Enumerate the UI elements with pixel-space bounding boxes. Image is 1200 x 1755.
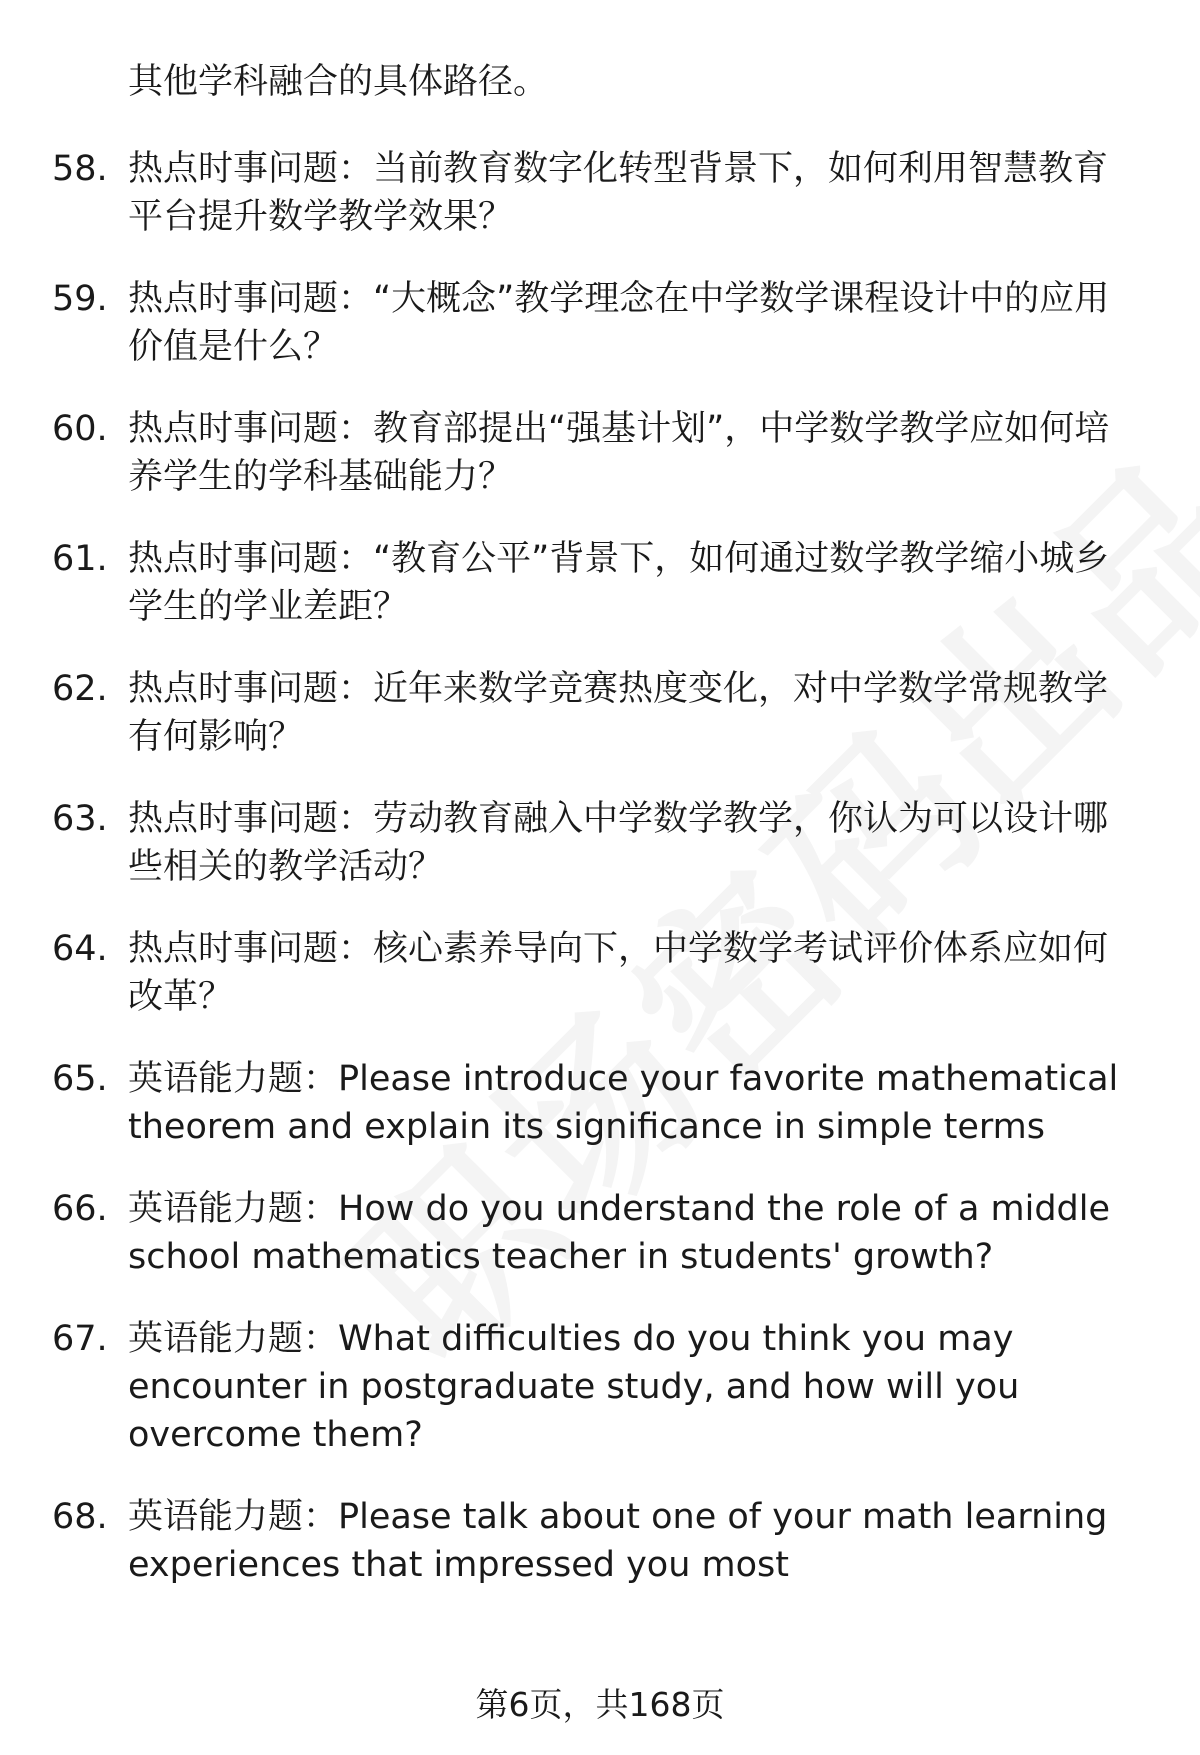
question-text: 热点时事问题：劳动教育融入中学数学教学，你认为可以设计哪些相关的教学活动？ bbox=[128, 799, 1109, 887]
question-item bbox=[0, 1185, 1200, 1281]
question-number: 64. bbox=[52, 929, 108, 969]
continuation-text: 其他学科融合的具体路径。 bbox=[128, 62, 549, 102]
question-number: 63. bbox=[52, 799, 108, 839]
question-item bbox=[0, 145, 1200, 241]
question-text: 热点时事问题：“大概念”教学理念在中学数学课程设计中的应用价值是什么？ bbox=[128, 279, 1110, 367]
question-number: 66. bbox=[52, 1189, 108, 1229]
question-text: 英语能力题：What difficulties do you think you may encounter in postgraduate study, and how will you overcome them? bbox=[128, 1319, 1020, 1455]
question-number: 59. bbox=[52, 279, 108, 319]
question-text: 热点时事问题：当前教育数字化转型背景下，如何利用智慧教育平台提升数学教学效果？ bbox=[128, 149, 1109, 237]
question-text: 英语能力题：Please talk about one of your math learning experiences that impressed you most bbox=[128, 1497, 1108, 1585]
question-item bbox=[0, 535, 1200, 631]
question-text: 热点时事问题：核心素养导向下，中学数学考试评价体系应如何改革？ bbox=[128, 929, 1109, 1017]
question-item bbox=[0, 275, 1200, 371]
question-number: 67. bbox=[52, 1319, 108, 1359]
question-list bbox=[0, 145, 1200, 1623]
question-text: 热点时事问题：“教育公平”背景下，如何通过数学教学缩小城乡学生的学业差距？ bbox=[128, 539, 1110, 627]
question-number: 65. bbox=[52, 1059, 108, 1099]
question-item bbox=[0, 925, 1200, 1021]
question-item bbox=[0, 795, 1200, 891]
question-text: 英语能力题：Please introduce your favorite mathematical theorem and explain its significance in simple terms bbox=[128, 1059, 1119, 1147]
question-number: 60. bbox=[52, 409, 108, 449]
page-footer: 第6页，共168页 bbox=[475, 1685, 725, 1724]
question-item bbox=[0, 1493, 1200, 1589]
question-number: 68. bbox=[52, 1497, 108, 1537]
question-item bbox=[0, 405, 1200, 501]
question-item bbox=[0, 1315, 1200, 1459]
question-number: 62. bbox=[52, 669, 108, 709]
question-text: 热点时事问题：近年来数学竞赛热度变化，对中学数学常规教学有何影响？ bbox=[128, 669, 1109, 757]
question-number: 58. bbox=[52, 149, 108, 189]
question-text: 英语能力题：How do you understand the role of a middle school mathematics teacher in students' growth? bbox=[128, 1189, 1111, 1277]
question-item bbox=[0, 665, 1200, 761]
question-text: 热点时事问题：教育部提出“强基计划”，中学数学教学应如何培养学生的学科基础能力？ bbox=[128, 409, 1110, 497]
question-item bbox=[0, 1055, 1200, 1151]
question-number: 61. bbox=[52, 539, 108, 579]
